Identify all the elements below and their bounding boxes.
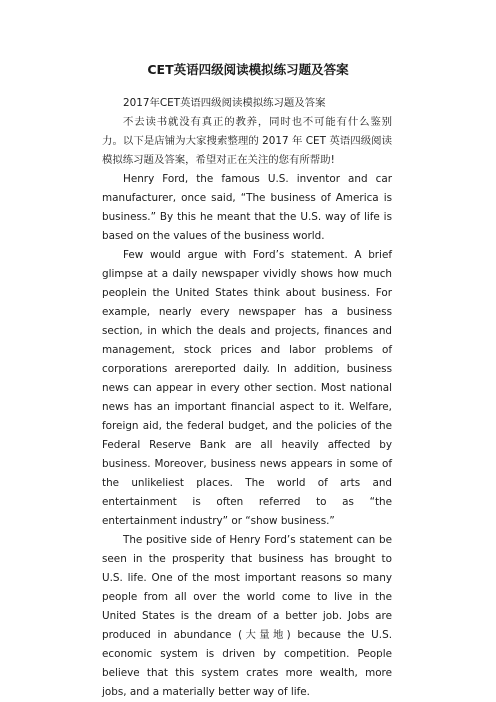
document-body	[102, 94, 392, 702]
document-title: CET英语四级阅读模拟练习题及答案	[147, 62, 349, 77]
paragraph-2: Few would argue with Ford’s statement. A brief glimpse at a daily newspaper vividly shows how much peoplein the United States think about business. For example, nearly every newspaper has a business section, in which the deals and projects, finances and management, stock prices and labor problems of corporations arereported daily. In addition, business news can appear in every other section. Most national news has an important financial aspect to it. Welfare, foreign aid, the federal budget, and the policies of the Federal Reserve Bank are all heavily affected by business. Moreover, business news appears in some of the unlikeliest places. The world of arts and entertainment is often referred to as “the entertainment industry” or “show business.”	[102, 249, 392, 527]
intro-paragraph: 不去读书就没有真正的教养，同时也不可能有什么鉴别力。以下是店铺为大家搜索整理的 2017 年 CET 英语四级阅读模拟练习题及答案，希望对正在关注的您有所帮助!	[102, 116, 392, 166]
paragraph-3: The positive side of Henry Ford’s statement can be seen in the prosperity that business has brought to U.S. life. One of the most important reasons so many people from all over the world come to live in the United States is the dream of a better job. Jobs are produced in abundance (大量地) because the U.S. economic system is driven by competition. People believe that this system crates more wealth, more jobs, and a materially better way of life.	[102, 534, 392, 698]
paragraph-1: Henry Ford, the famous U.S. inventor and car manufacturer, once said, “The business of America is business.” By this he meant that the U.S. way of life is based on the values of the business world.	[102, 173, 392, 242]
document-subtitle: 2017年CET英语四级阅读模拟练习题及答案	[123, 97, 326, 109]
